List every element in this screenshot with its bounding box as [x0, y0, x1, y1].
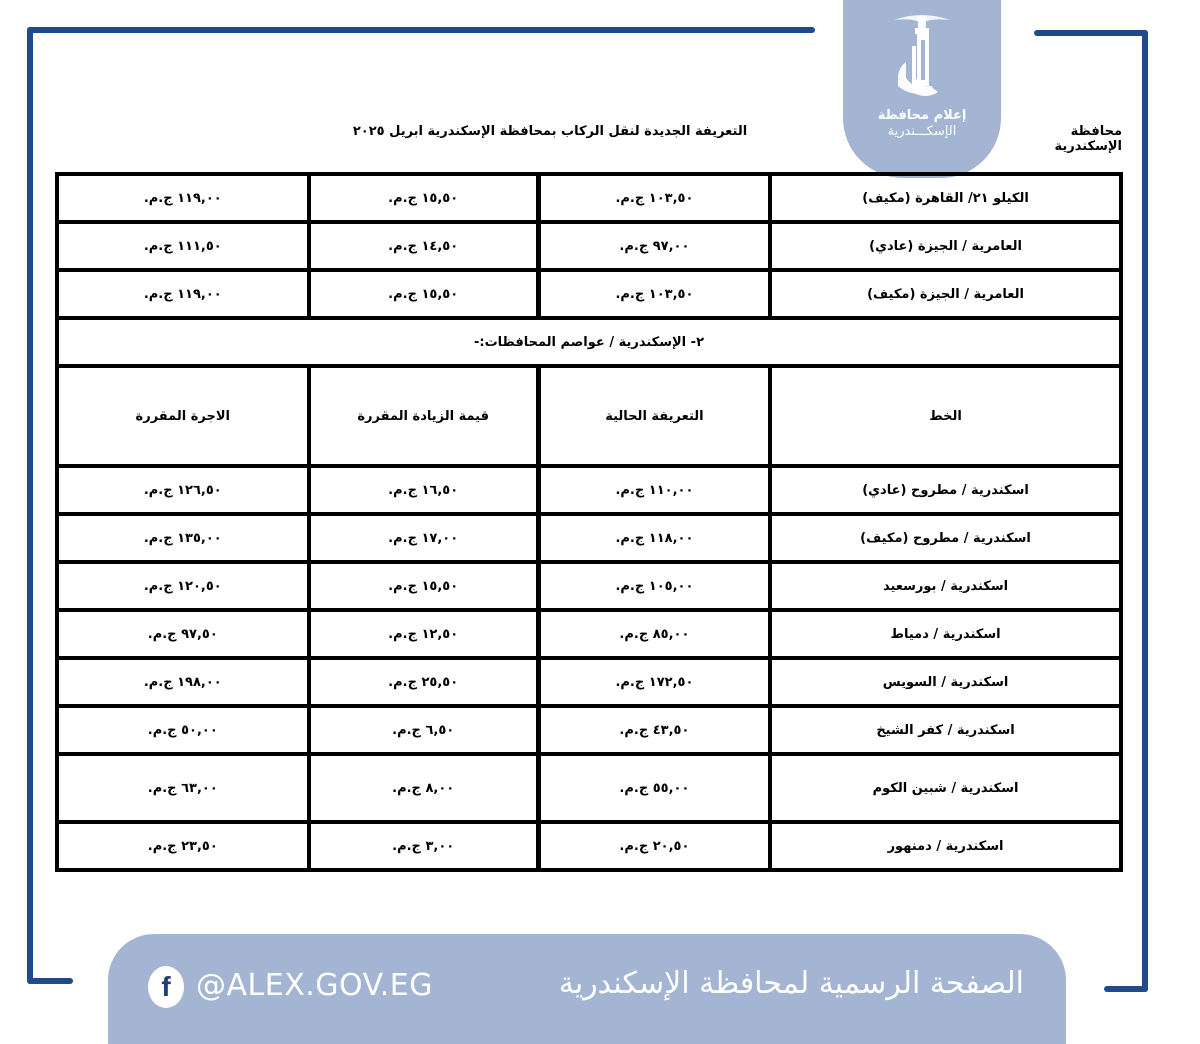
column-header-increase: قيمة الزيادة المقررة [309, 366, 539, 466]
facebook-handle[interactable]: @ALEX.GOV.EG [196, 968, 434, 1003]
new-fare-cell: ١١٩,٠٠ ج.م. [57, 270, 309, 318]
current-fare-cell: ١٠٥,٠٠ ج.م. [538, 562, 770, 610]
increase-cell: ١٦,٥٠ ج.م. [309, 466, 539, 514]
increase-cell: ٨,٠٠ ج.م. [309, 754, 539, 822]
footer-bar [108, 934, 1066, 1044]
new-fare-cell: ١١١,٥٠ ج.م. [57, 222, 309, 270]
table-row [57, 466, 1121, 514]
new-fare-cell: ١١٩,٠٠ ج.م. [57, 174, 309, 222]
frame-top-right-line [1034, 30, 1148, 36]
route-cell: اسكندرية / مطروح (عادي) [770, 466, 1121, 514]
column-header-row [57, 366, 1121, 466]
table-row [57, 822, 1121, 870]
frame-right-line [1142, 30, 1148, 992]
current-fare-cell: ٨٥,٠٠ ج.م. [538, 610, 770, 658]
increase-cell: ١٥,٥٠ ج.م. [309, 270, 539, 318]
governorate-media-logo-badge [843, 0, 1001, 178]
increase-cell: ٦,٥٠ ج.م. [309, 706, 539, 754]
increase-cell: ١٤,٥٠ ج.م. [309, 222, 539, 270]
route-cell: العامرية / الجيزة (مكيف) [770, 270, 1121, 318]
new-fare-cell: ١٢٠,٥٠ ج.م. [57, 562, 309, 610]
frame-left-upper-line [27, 27, 33, 982]
route-cell: اسكندرية / بورسعيد [770, 562, 1121, 610]
table-row [57, 610, 1121, 658]
section-heading: ٢- الإسكندرية / عواصم المحافظات:- [57, 318, 1121, 366]
new-fare-cell: ٩٧,٥٠ ج.م. [57, 610, 309, 658]
fare-table [55, 172, 1123, 872]
official-page-label: الصفحة الرسمية لمحافظة الإسكندرية [558, 966, 1024, 1001]
document-title: التعريفة الجديدة لنقل الركاب بمحافظة الإسكندرية ابريل ٢٠٢٥ [352, 124, 748, 139]
new-fare-cell: ١٣٥,٠٠ ج.م. [57, 514, 309, 562]
current-fare-cell: ٩٧,٠٠ ج.م. [538, 222, 770, 270]
section-heading-row [57, 318, 1121, 366]
new-fare-cell: ٦٣,٠٠ ج.م. [57, 754, 309, 822]
route-cell: الكيلو ٢١/ القاهرة (مكيف) [770, 174, 1121, 222]
table-row [57, 754, 1121, 822]
table-row [57, 270, 1121, 318]
route-cell: اسكندرية / شبين الكوم [770, 754, 1121, 822]
current-fare-cell: ١٧٢,٥٠ ج.م. [538, 658, 770, 706]
increase-cell: ١٥,٥٠ ج.م. [309, 562, 539, 610]
route-cell: اسكندرية / كفر الشيخ [770, 706, 1121, 754]
route-cell: اسكندرية / دمياط [770, 610, 1121, 658]
route-cell: العامرية / الجيزة (عادي) [770, 222, 1121, 270]
increase-cell: ٢٥,٥٠ ج.م. [309, 658, 539, 706]
current-fare-cell: ٢٠,٥٠ ج.م. [538, 822, 770, 870]
table-row [57, 706, 1121, 754]
column-header-route: الخط [770, 366, 1121, 466]
logo-caption [878, 108, 967, 140]
increase-cell: ٣,٠٠ ج.م. [309, 822, 539, 870]
route-cell: اسكندرية / مطروح (مكيف) [770, 514, 1121, 562]
increase-cell: ١٢,٥٠ ج.م. [309, 610, 539, 658]
column-header-current-fare: التعريفة الحالية [538, 366, 770, 466]
current-fare-cell: ٥٥,٠٠ ج.م. [538, 754, 770, 822]
column-header-new-fare: الاجرة المقررة [57, 366, 309, 466]
lighthouse-logo-icon [882, 6, 962, 106]
logo-caption-line2: الإسكـــندرية [887, 124, 957, 139]
new-fare-cell: ١٩٨,٠٠ ج.م. [57, 658, 309, 706]
current-fare-cell: ١٠٣,٥٠ ج.م. [538, 174, 770, 222]
table-row [57, 514, 1121, 562]
frame-bottom-left-line [27, 978, 73, 984]
current-fare-cell: ١٠٣,٥٠ ج.م. [538, 270, 770, 318]
frame-bottom-right-line [1104, 986, 1148, 992]
table-row [57, 174, 1121, 222]
frame-top-left-line [27, 27, 815, 33]
increase-cell: ١٥,٥٠ ج.م. [309, 174, 539, 222]
facebook-icon[interactable] [148, 966, 184, 1008]
new-fare-cell: ٢٣,٥٠ ج.م. [57, 822, 309, 870]
current-fare-cell: ١١٠,٠٠ ج.م. [538, 466, 770, 514]
logo-caption-line1: إعلام محافظة [877, 108, 967, 123]
route-cell: اسكندرية / السويس [770, 658, 1121, 706]
table-row [57, 562, 1121, 610]
table-row [57, 222, 1121, 270]
facebook-glyph: f [161, 971, 171, 1002]
current-fare-cell: ١١٨,٠٠ ج.م. [538, 514, 770, 562]
route-cell: اسكندرية / دمنهور [770, 822, 1121, 870]
new-fare-cell: ١٢٦,٥٠ ج.م. [57, 466, 309, 514]
governorate-name: محافظة الإسكندرية [1054, 124, 1122, 154]
increase-cell: ١٧,٠٠ ج.م. [309, 514, 539, 562]
current-fare-cell: ٤٣,٥٠ ج.م. [538, 706, 770, 754]
new-fare-cell: ٥٠,٠٠ ج.م. [57, 706, 309, 754]
table-row [57, 658, 1121, 706]
